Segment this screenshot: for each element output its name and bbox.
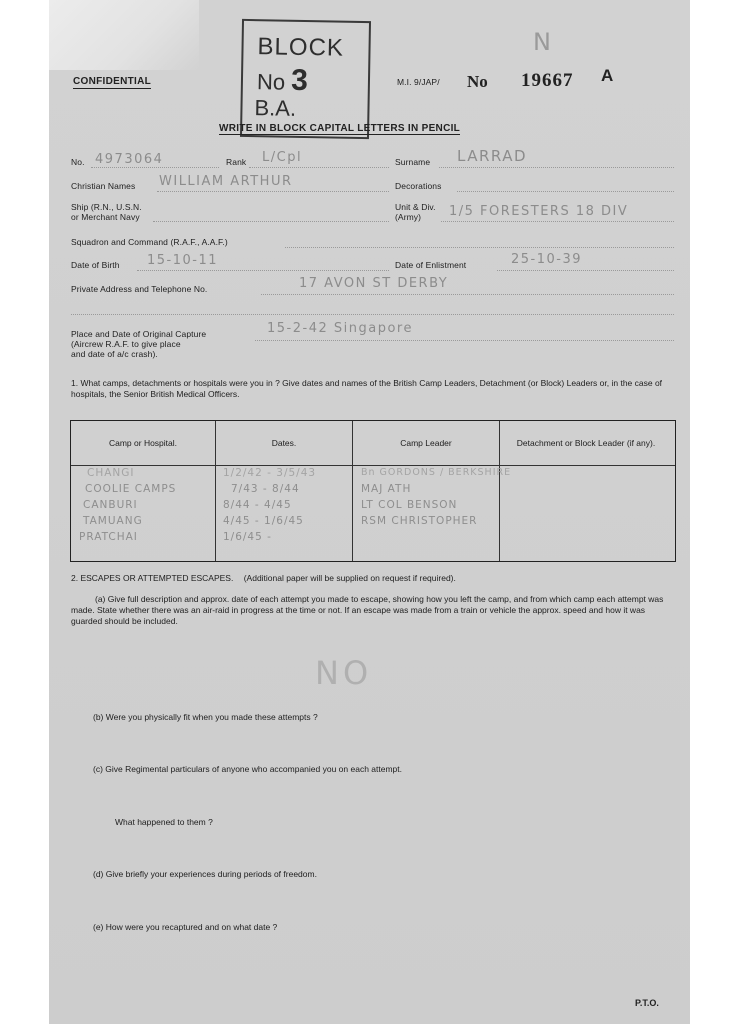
decorations-line — [457, 191, 674, 192]
capture-label-1: Place and Date of Original Capture — [71, 329, 207, 339]
row-2-camp: COOLIE CAMPS — [85, 483, 177, 495]
christian-value: WILLIAM ARTHUR — [159, 174, 293, 189]
document-suffix: A — [601, 66, 614, 85]
no-line — [91, 167, 219, 168]
dob-line — [137, 270, 389, 271]
stamp-line-3: B.A. — [254, 95, 297, 121]
question-2d: (d) Give briefly your experiences during periods of freedom. — [93, 869, 317, 879]
rank-label: Rank — [226, 157, 247, 167]
unit-line — [441, 221, 674, 222]
row-3-dates: 8/44 - 4/45 — [223, 499, 292, 511]
question-2-title — [71, 573, 456, 584]
address-value: 17 AVON ST DERBY — [299, 276, 449, 291]
dob-value: 15-10-11 — [147, 253, 219, 268]
ship-line — [153, 221, 389, 222]
capture-label-3: and date of a/c crash). — [71, 349, 158, 359]
row-3-camp: CANBURI — [83, 499, 138, 511]
row-2-dates: 7/43 - 8/44 — [231, 483, 300, 495]
block-stamp — [240, 19, 371, 139]
row-4-camp: TAMUANG — [83, 515, 143, 527]
rank-value: L/Cpl — [262, 150, 303, 165]
question-2a-answer: NO — [315, 654, 373, 692]
enlist-label: Date of Enlistment — [395, 260, 467, 270]
unit-label-2: (Army) — [395, 212, 422, 222]
row-4-leader: RSM CHRISTOPHER — [361, 515, 478, 527]
row-4-dates: 4/45 - 1/6/45 — [223, 515, 304, 527]
document-number: 19667 — [521, 70, 574, 91]
dob-label: Date of Birth — [71, 260, 120, 270]
col-header-detachment: Detachment or Block Leader (if any). — [516, 437, 656, 448]
stamp-line-2 — [257, 63, 309, 98]
capture-value: 15-2-42 Singapore — [267, 321, 413, 336]
row-2-leader: MAJ ATH — [361, 483, 412, 495]
ref-prefix: M.I. 9/JAP/ — [397, 77, 440, 87]
row-5-dates: 1/6/45 - — [223, 531, 272, 543]
no-value: 4973064 — [95, 152, 164, 167]
question-1: 1. What camps, detachments or hospitals were you in ? Give dates and names of the British Camp Leaders, Detachment (or Block) Leaders or, in the case of hospitals, the Senior British Medical Officers. — [71, 378, 663, 399]
ship-label-1: Ship (R.N., U.S.N. — [71, 202, 142, 212]
corner-pencil-mark: N — [533, 28, 553, 56]
stamp-no-prefix: No — [256, 69, 286, 95]
col-header-camp: Camp or Hospital. — [108, 437, 178, 448]
instruction-heading: WRITE IN BLOCK CAPITAL LETTERS IN PENCIL — [219, 123, 461, 134]
number-label: No — [467, 72, 488, 91]
no-label: No. — [71, 157, 85, 167]
row-5-camp: PRATCHAI — [79, 531, 138, 543]
col-divider-3 — [499, 421, 500, 561]
question-2e: (e) How were you recaptured and on what date ? — [93, 922, 278, 932]
camps-table — [70, 420, 676, 562]
question-2-heading: 2. ESCAPES OR ATTEMPTED ESCAPES. — [71, 573, 234, 583]
row-3-leader: LT COL BENSON — [361, 499, 458, 511]
stamp-line-1: BLOCK — [257, 33, 345, 62]
rank-line — [249, 167, 389, 168]
question-2b: (b) Were you physically fit when you made these attempts ? — [93, 712, 318, 722]
enlist-line — [497, 270, 674, 271]
question-2a: (a) Give full description and approx. date of each attempt you made to escape, showing how you left the camp, and from which camp each attempt was made. State whether there was an air-raid in progress at the time or not. If an escape was made from a train or vehicle the approx. speed and how it was guarded should be included. — [71, 594, 664, 626]
question-2-note: (Additional paper will be supplied on request if required). — [243, 573, 456, 583]
squadron-line — [285, 247, 674, 248]
row-1-leader: Bn GORDONS / BERKSHIRE — [361, 467, 512, 478]
col-header-leader: Camp Leader — [400, 437, 452, 448]
col-header-dates: Dates. — [271, 437, 297, 448]
capture-line — [255, 340, 674, 341]
confidential-heading: CONFIDENTIAL — [73, 76, 152, 87]
form-page — [49, 0, 690, 1024]
ship-label-2: or Merchant Navy — [71, 212, 140, 222]
address-line — [261, 294, 674, 295]
enlist-value: 25-10-39 — [511, 252, 583, 267]
unit-value: 1/5 FORESTERS 18 DIV — [449, 204, 629, 219]
torn-corner — [49, 0, 199, 70]
unit-label-1: Unit & Div. — [395, 202, 436, 212]
squadron-label: Squadron and Command (R.A.F., A.A.F.) — [71, 237, 228, 247]
surname-value: LARRAD — [457, 147, 528, 165]
christian-label: Christian Names — [71, 181, 136, 191]
stamp-number: 3 — [290, 63, 309, 98]
surname-line — [439, 167, 674, 168]
address-label: Private Address and Telephone No. — [71, 284, 208, 294]
christian-line — [157, 191, 389, 192]
surname-label: Surname — [395, 157, 431, 167]
question-2c-followup: What happened to them ? — [115, 817, 213, 827]
address-line-2 — [71, 314, 674, 315]
row-1-camp: CHANGI — [87, 467, 135, 479]
capture-label-2: (Aircrew R.A.F. to give place — [71, 339, 181, 349]
row-1-dates: 1/2/42 - 3/5/43 — [223, 467, 317, 479]
question-2c: (c) Give Regimental particulars of anyone who accompanied you on each attempt. — [93, 764, 402, 774]
header-divider — [71, 465, 675, 466]
decorations-label: Decorations — [395, 181, 442, 191]
pto-label: P.T.O. — [635, 998, 659, 1008]
